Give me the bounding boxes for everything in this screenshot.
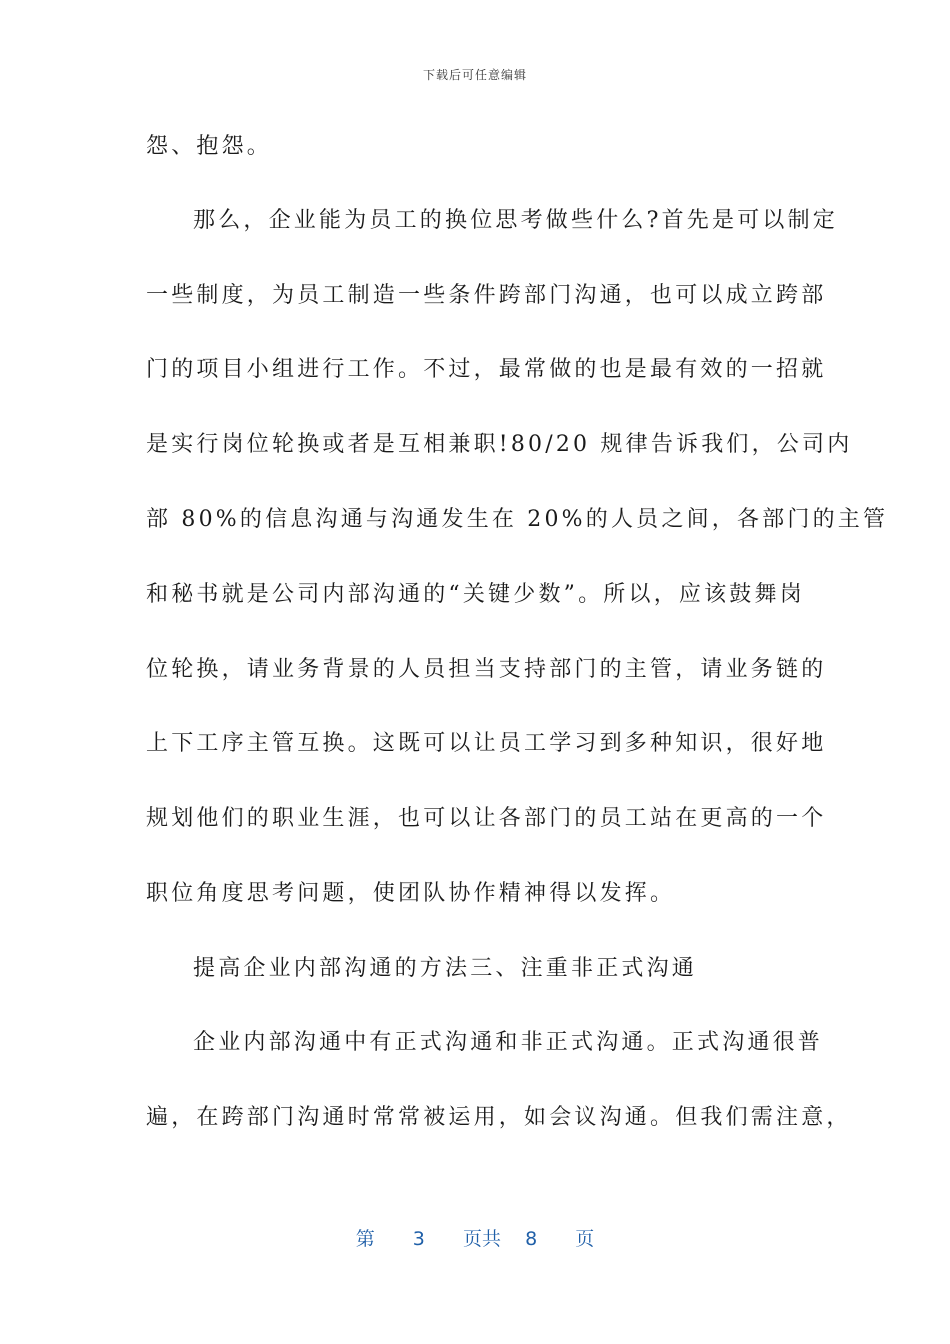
body-line: 位轮换，请业务背景的人员担当支持部门的主管，请业务链的 bbox=[146, 657, 827, 682]
footer-page-total: 8 bbox=[525, 1228, 538, 1250]
body-line: 部 80%的信息沟通与沟通发生在 20%的人员之间，各部门的主管 bbox=[146, 507, 889, 532]
footer-page-suffix: 页 bbox=[575, 1228, 595, 1250]
page-header: 下载后可任意编辑 bbox=[422, 68, 527, 82]
body-line: 门的项目小组进行工作。不过，最常做的也是最有效的一招就 bbox=[146, 357, 827, 382]
body-line: 和秘书就是公司内部沟通的“关键少数”。所以，应该鼓舞岗 bbox=[146, 582, 805, 607]
body-line: 怨、抱怨。 bbox=[146, 134, 273, 159]
body-line: 那么，企业能为员工的换位思考做些什么?首先是可以制定 bbox=[193, 208, 838, 233]
body-line: 遍，在跨部门沟通时常常被运用，如会议沟通。但我们需注意， bbox=[146, 1105, 852, 1130]
body-line: 是实行岗位轮换或者是互相兼职!80/20 规律告诉我们，公司内 bbox=[146, 432, 853, 457]
body-line: 企业内部沟通中有正式沟通和非正式沟通。正式沟通很普 bbox=[193, 1030, 824, 1055]
body-line: 规划他们的职业生涯，也可以让各部门的员工站在更高的一个 bbox=[146, 806, 827, 831]
body-line: 职位角度思考问题，使团队协作精神得以发挥。 bbox=[146, 881, 676, 906]
footer-page-prefix: 第 bbox=[355, 1228, 375, 1250]
body-line: 一些制度，为员工制造一些条件跨部门沟通，也可以成立跨部 bbox=[146, 283, 827, 308]
footer-page-mid: 页共 bbox=[462, 1228, 501, 1250]
page-footer bbox=[0, 1224, 950, 1251]
body-line: 上下工序主管互换。这既可以让员工学习到多种知识，很好地 bbox=[146, 731, 827, 756]
section-heading: 提高企业内部沟通的方法三、注重非正式沟通 bbox=[193, 956, 698, 981]
footer-page-number: 3 bbox=[412, 1228, 425, 1250]
